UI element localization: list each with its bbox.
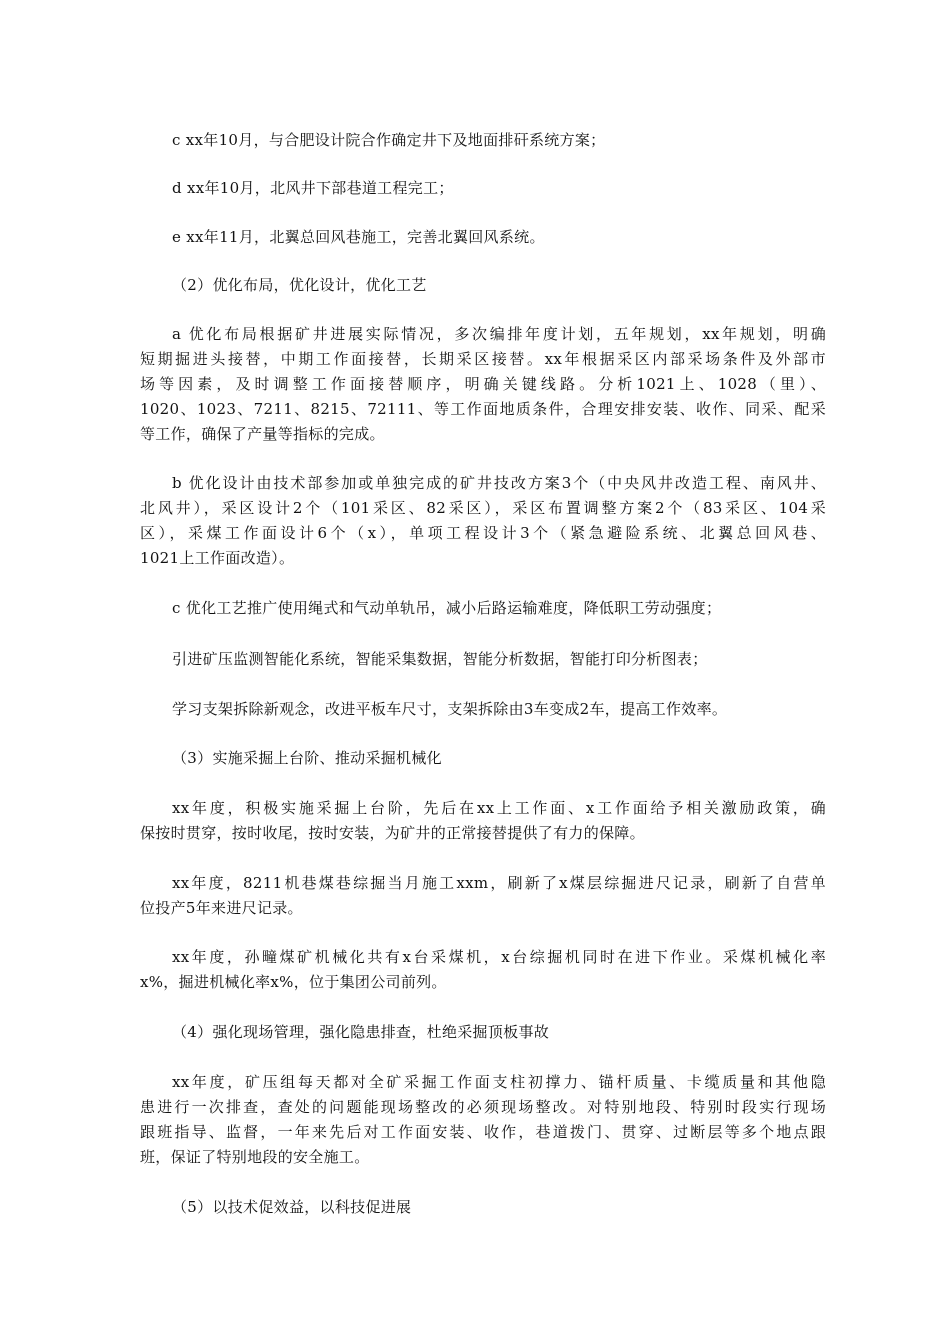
text-line: x%，掘进机械化率x%，位于集团公司前列。 (140, 973, 447, 991)
text-line: e xx年11月，北翼总回风巷施工，完善北翼回风系统。 (172, 228, 545, 246)
paragraph-pressure-team-inspection (140, 1070, 826, 1170)
text-line: （5）以技术促效益，以科技促进展 (172, 1198, 412, 1216)
paragraph-c-oct-design (140, 128, 826, 153)
section-heading-2 (140, 273, 826, 298)
paragraph-e-return-airway (140, 225, 826, 250)
text-line: 等工作，确保了产量等指标的完成。 (140, 425, 385, 443)
paragraph-a-optimize-layout (140, 322, 826, 447)
text-line: d xx年10月，北风井下部巷道工程完工； (172, 179, 454, 197)
text-line: 引进矿压监测智能化系统，智能采集数据，智能分析数据，智能打印分析图表； (172, 650, 708, 668)
text-line: 短期掘进头接替，中期工作面接替，长期采区接替。xx年根据采区内部采场条件及外部市 (140, 350, 826, 368)
text-line: xx年度，积极实施采掘上台阶，先后在xx上工作面、x工作面给予相关激励政策，确 (172, 799, 826, 817)
text-line: 北风井），采区设计2个（101采区、82采区），采区布置调整方案2个（83采区、104采 (140, 499, 826, 517)
section-heading-4 (140, 1020, 826, 1045)
text-line: 1021上工作面改造）。 (140, 549, 295, 567)
text-line: 班，保证了特别地段的安全施工。 (140, 1148, 370, 1166)
paragraph-c-optimize-process (140, 596, 826, 621)
paragraph-b-optimize-design (140, 471, 826, 571)
text-line: xx年度，矿压组每天都对全矿采掘工作面支柱初撑力、锚杆质量、卡缆质量和其他隐 (172, 1073, 826, 1091)
paragraph-d-north-shaft (140, 176, 826, 201)
text-line: c 优化工艺推广使用绳式和气动单轨吊，减小后路运输难度，降低职工劳动强度； (172, 599, 722, 617)
text-line: （4）强化现场管理，强化隐患排查，杜绝采掘顶板事故 (172, 1023, 550, 1041)
text-line: （2）优化布局，优化设计，优化工艺 (172, 276, 427, 294)
text-line: b 优化设计由技术部参加或单独完成的矿井技改方案3个（中央风井改造工程、南风井、 (172, 474, 826, 492)
text-line: 患进行一次排查，查处的问题能现场整改的必须现场整改。对特别地段、特别时段实行现场 (140, 1098, 826, 1116)
text-line: a 优化布局根据矿井进展实际情况，多次编排年度计划，五年规划，xx年规划，明确 (172, 325, 826, 343)
section-heading-3 (140, 746, 826, 771)
text-line: 保按时贯穿，按时收尾，按时安装，为矿井的正常接替提供了有力的保障。 (140, 824, 645, 842)
text-line: 区），采煤工作面设计6个（x），单项工程设计3个（紧急避险系统、北翼总回风巷、 (140, 524, 826, 542)
paragraph-support-removal (140, 697, 826, 722)
text-line: 跟班指导、监督，一年来先后对工作面安装、收作，巷道拨门、贯穿、过断层等多个地点跟 (140, 1123, 826, 1141)
text-line: xx年度，孙疃煤矿机械化共有x台采煤机，x台综掘机同时在进下作业。采煤机械化率 (172, 948, 826, 966)
paragraph-mining-step-up (140, 796, 826, 846)
section-heading-5 (140, 1195, 826, 1220)
text-line: 场等因素，及时调整工作面接替顺序，明确关键线路。分析1021上、1028（里）、 (140, 375, 826, 393)
paragraph-8211-roadway (140, 871, 826, 921)
text-line: 学习支架拆除新观念，改进平板车尺寸，支架拆除由3车变成2车，提高工作效率。 (172, 700, 728, 718)
text-line: c xx年10月，与合肥设计院合作确定井下及地面排矸系统方案； (172, 131, 606, 149)
text-line: 1020、1023、7211、8215、72111、等工作面地质条件，合理安排安装、收作、同采、配采 (140, 400, 826, 418)
text-line: （3）实施采掘上台阶、推动采掘机械化 (172, 749, 442, 767)
text-line: xx年度，8211机巷煤巷综掘当月施工xxm，刷新了x煤层综掘进尺记录，刷新了自营单 (172, 874, 826, 892)
paragraph-mechanization-rate (140, 945, 826, 995)
paragraph-pressure-monitoring (140, 647, 826, 672)
text-line: 位投产5年来进尺记录。 (140, 899, 303, 917)
